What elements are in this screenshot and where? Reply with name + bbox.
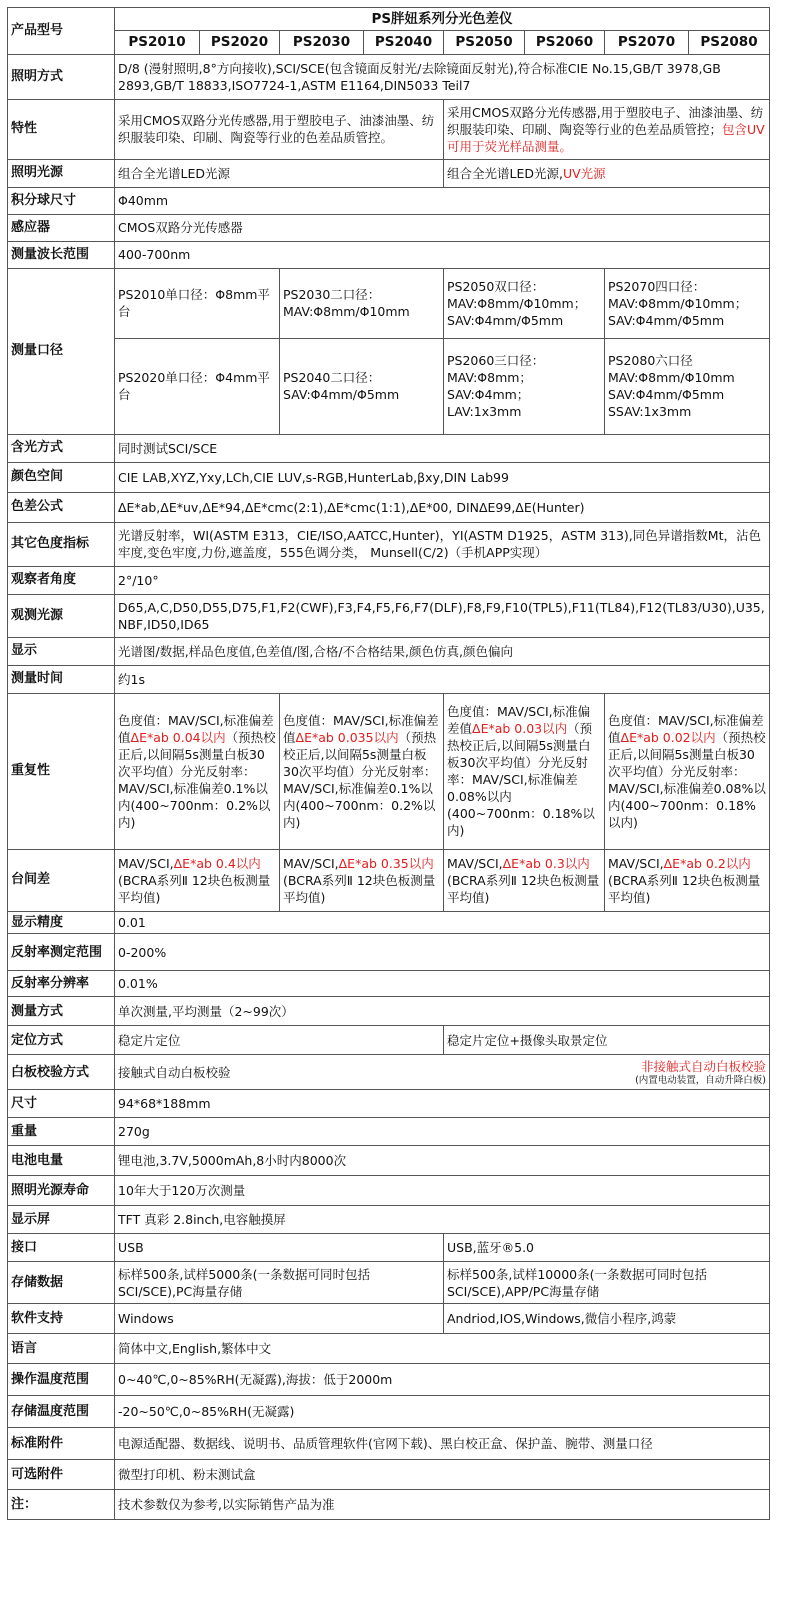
row-label: 定位方式 [8, 1026, 115, 1055]
row-value: 0-200% [115, 934, 770, 971]
row-label: 台间差 [8, 849, 115, 911]
row-value: USB [115, 1234, 444, 1262]
row-label: 颜色空间 [8, 462, 115, 492]
row-value: 采用CMOS双路分光传感器,用于塑胶电子、油漆油墨、纺织服装印染、印刷、陶瓷等行业的色差品质管控；包含UV可用于荧光样品测量。 [444, 99, 770, 159]
row-value: 采用CMOS双路分光传感器,用于塑胶电子、油漆油墨、纺织服装印染、印刷、陶瓷等行业的色差品质管控。 [115, 99, 444, 159]
spec-row [8, 1396, 770, 1428]
row-value: 简体中文,English,繁体中文 [115, 1334, 770, 1364]
aperture-cell: PS2010单口径：Φ8mm平台 [115, 268, 280, 338]
row-value: 电源适配器、数据线、说明书、品质管理软件(官网下载)、黑白校正盒、保护盖、腕带、测量口径 [115, 1428, 770, 1460]
row-label: 电池电量 [8, 1146, 115, 1176]
spec-row [8, 1055, 770, 1090]
row-value: 接触式自动白板校验 [115, 1055, 444, 1090]
spec-row [8, 1490, 770, 1520]
spec-row [8, 1146, 770, 1176]
row-label: 显示精度 [8, 911, 115, 934]
spec-row [8, 1460, 770, 1490]
spec-row [8, 1206, 770, 1234]
spec-row [8, 1026, 770, 1055]
row-label: 测量方式 [8, 997, 115, 1026]
spec-row [8, 1304, 770, 1334]
row-label: 重复性 [8, 693, 115, 849]
row-label: 操作温度范围 [8, 1364, 115, 1396]
row-value: TFT 真彩 2.8inch,电容触摸屏 [115, 1206, 770, 1234]
spec-table [7, 7, 770, 1520]
row-label: 反射率测定范围 [8, 934, 115, 971]
aperture-cell: PS2050双口径：MAV:Φ8mm/Φ10mm；SAV:Φ4mm/Φ5mm [444, 268, 605, 338]
spec-row [8, 997, 770, 1026]
row-label: 积分球尺寸 [8, 187, 115, 214]
aperture-cell: PS2060三口径：MAV:Φ8mm；SAV:Φ4mm；LAV:1x3mm [444, 338, 605, 434]
row-value: 微型打印机、粉末测试盒 [115, 1460, 770, 1490]
row-label: 显示屏 [8, 1206, 115, 1234]
model-name: PS2030 [280, 31, 364, 54]
row-value: D65,A,C,D50,D55,D75,F1,F2(CWF),F3,F4,F5,F6,F7(DLF),F8,F9,F10(TPL5),F11(TL84),F12(TL83/U30),U35,NBF,ID50,ID65 [115, 594, 770, 637]
model-name: PS2080 [689, 31, 770, 54]
row-label: 接口 [8, 1234, 115, 1262]
repeat-cell: 色度值：MAV/SCI,标准偏差值ΔE*ab 0.02以内（预热校正后,以间隔5s测量白板30次平均值）分光反射率：MAV/SCI,标准偏差0.08%以内(400~700nm：0.18%以内) [605, 693, 770, 849]
spec-row [8, 594, 770, 637]
spec-row [8, 1428, 770, 1460]
header-row [8, 8, 770, 31]
row-value: CMOS双路分光传感器 [115, 214, 770, 241]
inter-cell: MAV/SCI,ΔE*ab 0.3以内(BCRA系列Ⅱ 12块色板测量平均值) [444, 849, 605, 911]
row-value: 94*68*188mm [115, 1090, 770, 1118]
series-title: PS胖妞系列分光色差仪 [115, 8, 770, 31]
spec-row [8, 1176, 770, 1206]
row-label: 照明光源寿命 [8, 1176, 115, 1206]
spec-row [8, 1118, 770, 1146]
spec-row [8, 492, 770, 522]
row-value: 单次测量,平均测量（2~99次） [115, 997, 770, 1026]
spec-row [8, 1364, 770, 1396]
spec-row [8, 665, 770, 693]
model-name: PS2020 [200, 31, 280, 54]
row-value: 组合全光谱LED光源,UV光源 [444, 159, 770, 187]
model-name: PS2060 [525, 31, 605, 54]
row-label: 测量口径 [8, 268, 115, 434]
row-value: 标样500条,试样10000条(一条数据可同时包括SCI/SCE),APP/PC海量存储 [444, 1262, 770, 1304]
model-name: PS2010 [115, 31, 200, 54]
spec-row [8, 637, 770, 665]
row-value: 组合全光谱LED光源 [115, 159, 444, 187]
row-value: Φ40mm [115, 187, 770, 214]
row-label: 软件支持 [8, 1304, 115, 1334]
row-label: 语言 [8, 1334, 115, 1364]
row-label: 白板校验方式 [8, 1055, 115, 1090]
row-value: 稳定片定位+摄像头取景定位 [444, 1026, 770, 1055]
model-name: PS2040 [364, 31, 444, 54]
row-label: 重量 [8, 1118, 115, 1146]
row-label: 显示 [8, 637, 115, 665]
repeat-cell: 色度值：MAV/SCI,标准偏差值ΔE*ab 0.03以内（预热校正后,以间隔5s测量白板30次平均值）分光反射率：MAV/SCI,标准偏差0.08%以内(400~700nm：0.18%以内) [444, 693, 605, 849]
row-label: 标准附件 [8, 1428, 115, 1460]
spec-row [8, 1262, 770, 1304]
row-value: 光谱图/数据,样品色度值,色差值/图,合格/不合格结果,颜色仿真,颜色偏向 [115, 637, 770, 665]
row-value: 非接触式自动白板校验 (内置电动装置，自动升降白板) [444, 1055, 770, 1090]
row-value: 0~40℃,0~85%RH(无凝露),海拔：低于2000m [115, 1364, 770, 1396]
row-label: 注： [8, 1490, 115, 1520]
spec-row [8, 159, 770, 187]
spec-row [8, 522, 770, 566]
spec-row [8, 1334, 770, 1364]
spec-row [8, 693, 770, 849]
aperture-cell: PS2040二口径：SAV:Φ4mm/Φ5mm [280, 338, 444, 434]
spec-row [8, 911, 770, 934]
row-value: 同时测试SCI/SCE [115, 434, 770, 462]
row-label: 观测光源 [8, 594, 115, 637]
spec-row [8, 54, 770, 99]
row-value: ΔE*ab,ΔE*uv,ΔE*94,ΔE*cmc(2:1),ΔE*cmc(1:1),ΔE*00, DINΔE99,ΔE(Hunter) [115, 492, 770, 522]
inter-cell: MAV/SCI,ΔE*ab 0.35以内(BCRA系列Ⅱ 12块色板测量平均值) [280, 849, 444, 911]
row-value: -20~50℃,0~85%RH(无凝露) [115, 1396, 770, 1428]
model-row [8, 31, 770, 54]
row-label: 测量时间 [8, 665, 115, 693]
row-value: 稳定片定位 [115, 1026, 444, 1055]
row-label: 特性 [8, 99, 115, 159]
aperture-cell: PS2070四口径：MAV:Φ8mm/Φ10mm；SAV:Φ4mm/Φ5mm [605, 268, 770, 338]
row-value: 约1s [115, 665, 770, 693]
row-label: 存储数据 [8, 1262, 115, 1304]
row-label: 测量波长范围 [8, 241, 115, 268]
spec-row [8, 1234, 770, 1262]
row-label: 照明光源 [8, 159, 115, 187]
row-value: 270g [115, 1118, 770, 1146]
row-label: 存储温度范围 [8, 1396, 115, 1428]
row-value: Windows [115, 1304, 444, 1334]
row-label: 观察者角度 [8, 566, 115, 594]
row-label: 可选附件 [8, 1460, 115, 1490]
aperture-cell: PS2020单口径：Φ4mm平台 [115, 338, 280, 434]
row-label: 尺寸 [8, 1090, 115, 1118]
row-value: 技术参数仅为参考,以实际销售产品为准 [115, 1490, 770, 1520]
row-value: USB,蓝牙®5.0 [444, 1234, 770, 1262]
spec-row [8, 187, 770, 214]
spec-row [8, 462, 770, 492]
spec-row [8, 434, 770, 462]
spec-row [8, 268, 770, 338]
model-name: PS2070 [605, 31, 689, 54]
row-value: CIE LAB,XYZ,Yxy,LCh,CIE LUV,s-RGB,HunterLab,βxy,DIN Lab99 [115, 462, 770, 492]
spec-row [8, 338, 770, 434]
repeat-cell: 色度值：MAV/SCI,标准偏差值ΔE*ab 0.035以内（预热校正后,以间隔5s测量白板30次平均值）分光反射率：MAV/SCI,标准偏差0.1%以内(400~700nm：0.2%以内) [280, 693, 444, 849]
spec-row [8, 849, 770, 911]
row-value: 2°/10° [115, 566, 770, 594]
row-value: 10年大于120万次测量 [115, 1176, 770, 1206]
row-value: 标样500条,试样5000条(一条数据可同时包括SCI/SCE),PC海量存储 [115, 1262, 444, 1304]
model-name: PS2050 [444, 31, 525, 54]
row-label: 反射率分辨率 [8, 971, 115, 997]
row-label: 感应器 [8, 214, 115, 241]
aperture-cell: PS2080六口径MAV:Φ8mm/Φ10mm SAV:Φ4mm/Φ5mm SSAV:1x3mm [605, 338, 770, 434]
spec-row [8, 99, 770, 159]
spec-row [8, 241, 770, 268]
inter-cell: MAV/SCI,ΔE*ab 0.2以内(BCRA系列Ⅱ 12块色板测量平均值) [605, 849, 770, 911]
row-value: 0.01% [115, 971, 770, 997]
inter-cell: MAV/SCI,ΔE*ab 0.4以内(BCRA系列Ⅱ 12块色板测量平均值) [115, 849, 280, 911]
spec-row [8, 566, 770, 594]
row-value: D/8 (漫射照明,8°方向接收),SCI/SCE(包含镜面反射光/去除镜面反射光),符合标准CIE No.15,GB/T 3978,GB 2893,GB/T 18833,ISO7724-1,ASTM E1164,DIN5033 Teil7 [115, 54, 770, 99]
repeat-cell: 色度值：MAV/SCI,标准偏差值ΔE*ab 0.04以内（预热校正后,以间隔5s测量白板30次平均值）分光反射率：MAV/SCI,标准偏差0.1%以内(400~700nm：0.2%以内) [115, 693, 280, 849]
row-value: 锂电池,3.7V,5000mAh,8小时内8000次 [115, 1146, 770, 1176]
row-label: 色差公式 [8, 492, 115, 522]
spec-row [8, 934, 770, 971]
spec-row [8, 1090, 770, 1118]
aperture-cell: PS2030二口径：MAV:Φ8mm/Φ10mm [280, 268, 444, 338]
row-value: 光谱反射率，WI(ASTM E313，CIE/ISO,AATCC,Hunter)，YI(ASTM D1925，ASTM 313),同色异谱指数Mt，沾色牢度,变色牢度,力份,遮盖度，555色调分类， Munsell(C/2)（手机APP实现） [115, 522, 770, 566]
row-label: 其它色度指标 [8, 522, 115, 566]
row-label: 照明方式 [8, 54, 115, 99]
spec-row [8, 214, 770, 241]
row-value: Andriod,IOS,Windows,微信小程序,鸿蒙 [444, 1304, 770, 1334]
spec-row [8, 971, 770, 997]
row-label: 含光方式 [8, 434, 115, 462]
row-value: 400-700nm [115, 241, 770, 268]
row-value: 0.01 [115, 911, 770, 934]
row-label: 产品型号 [8, 8, 115, 55]
